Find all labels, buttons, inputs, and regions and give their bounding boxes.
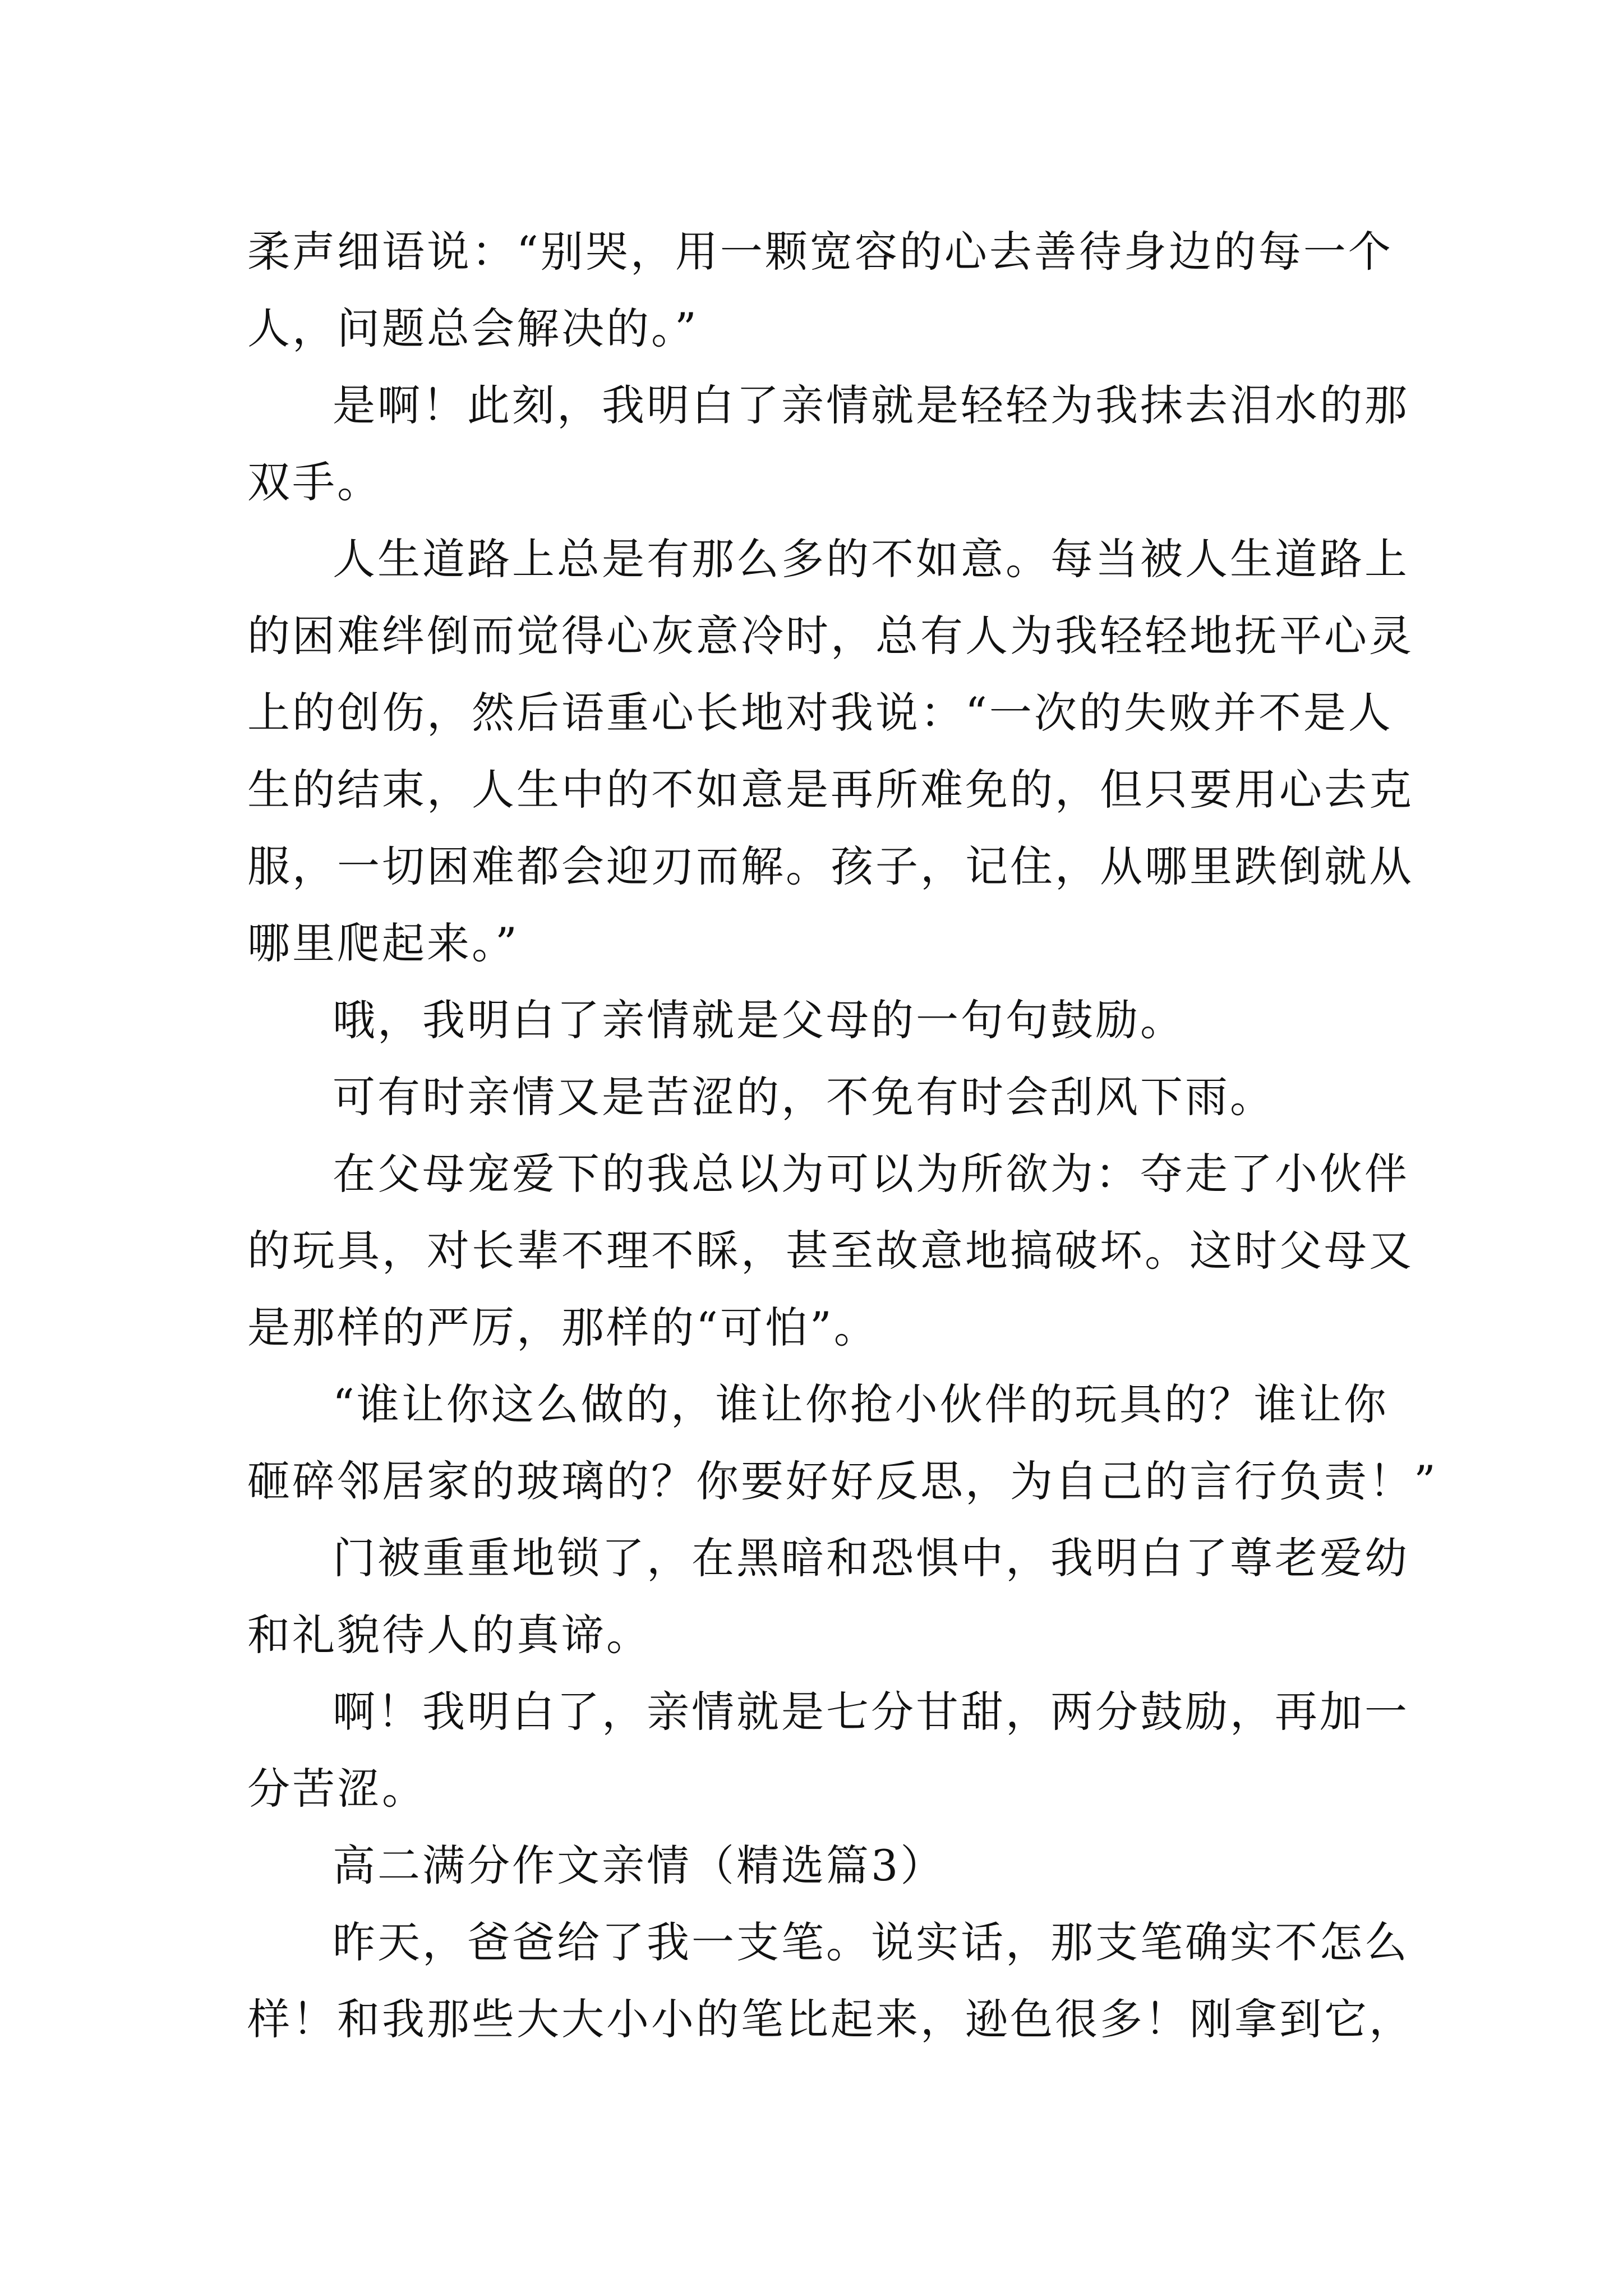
text-line: 是啊！此刻，我明白了亲情就是轻轻为我抹去泪水的那 <box>333 380 1409 430</box>
paragraph <box>247 1827 1391 1904</box>
paragraph <box>247 1673 1409 1827</box>
text-line: 哦，我明白了亲情就是父母的一句句鼓励。 <box>333 995 1185 1045</box>
paragraph <box>247 1059 1391 1135</box>
text-line: 样！和我那些大大小小的笔比起来，逊色很多！刚拿到它， <box>247 1994 1414 2044</box>
text-line: 人，问题总会解决的。” <box>247 303 699 353</box>
text-line: 人生道路上总是有那么多的不如意。每当被人生道路上 <box>333 534 1409 584</box>
text-line: 服，一切困难都会迎刃而解。孩子，记住，从哪里跌倒就从 <box>247 841 1414 891</box>
paragraph <box>247 1135 1414 1366</box>
paragraph <box>247 1904 1414 2058</box>
text-line: 生的结束，人生中的不如意是再所难免的，但只要用心去克 <box>247 765 1414 815</box>
text-line: 昨天，爸爸给了我一支笔。说实话，那支笔确实不怎么 <box>333 1917 1409 1967</box>
text-line: 啊！我明白了，亲情就是七分甘甜，两分鼓励，再加一 <box>333 1687 1409 1737</box>
paragraph <box>247 213 1391 367</box>
text-line: 双手。 <box>247 457 382 507</box>
paragraph <box>247 1366 1438 1520</box>
text-line: 柔声细语说：“别哭，用一颗宽容的心去善待身边的每一个 <box>247 227 1393 277</box>
text-line: “谁让你这么做的，谁让你抢小伙伴的玩具的？谁让你 <box>333 1379 1389 1429</box>
text-line: 可有时亲情又是苦涩的，不免有时会刮风下雨。 <box>333 1072 1275 1122</box>
document-body <box>247 213 1438 2058</box>
text-line: 的玩具，对长辈不理不睬，甚至故意地搞破坏。这时父母又 <box>247 1226 1414 1276</box>
text-line: 是那样的严厉，那样的“可怕”。 <box>247 1303 879 1352</box>
text-line: 门被重重地锁了，在黑暗和恐惧中，我明白了尊老爱幼 <box>333 1533 1409 1583</box>
text-line: 和礼貌待人的真谛。 <box>247 1610 651 1660</box>
paragraph <box>247 1520 1409 1673</box>
text-line: 在父母宠爱下的我总以为可以为所欲为：夺走了小伙伴 <box>333 1149 1409 1199</box>
paragraph <box>247 521 1414 982</box>
text-line: 哪里爬起来。” <box>247 918 519 968</box>
text-line: 高二满分作文亲情（精选篇3） <box>333 1841 946 1890</box>
text-line: 分苦涩。 <box>247 1764 427 1814</box>
text-line: 上的创伤，然后语重心长地对我说：“一次的失败并不是人 <box>247 688 1393 738</box>
paragraph <box>247 367 1409 521</box>
paragraph <box>247 982 1391 1059</box>
text-line: 砸碎邻居家的玻璃的？你要好好反思，为自己的言行负责！” <box>247 1456 1438 1506</box>
text-line: 的困难绊倒而觉得心灰意冷时，总有人为我轻轻地抚平心灵 <box>247 611 1414 661</box>
